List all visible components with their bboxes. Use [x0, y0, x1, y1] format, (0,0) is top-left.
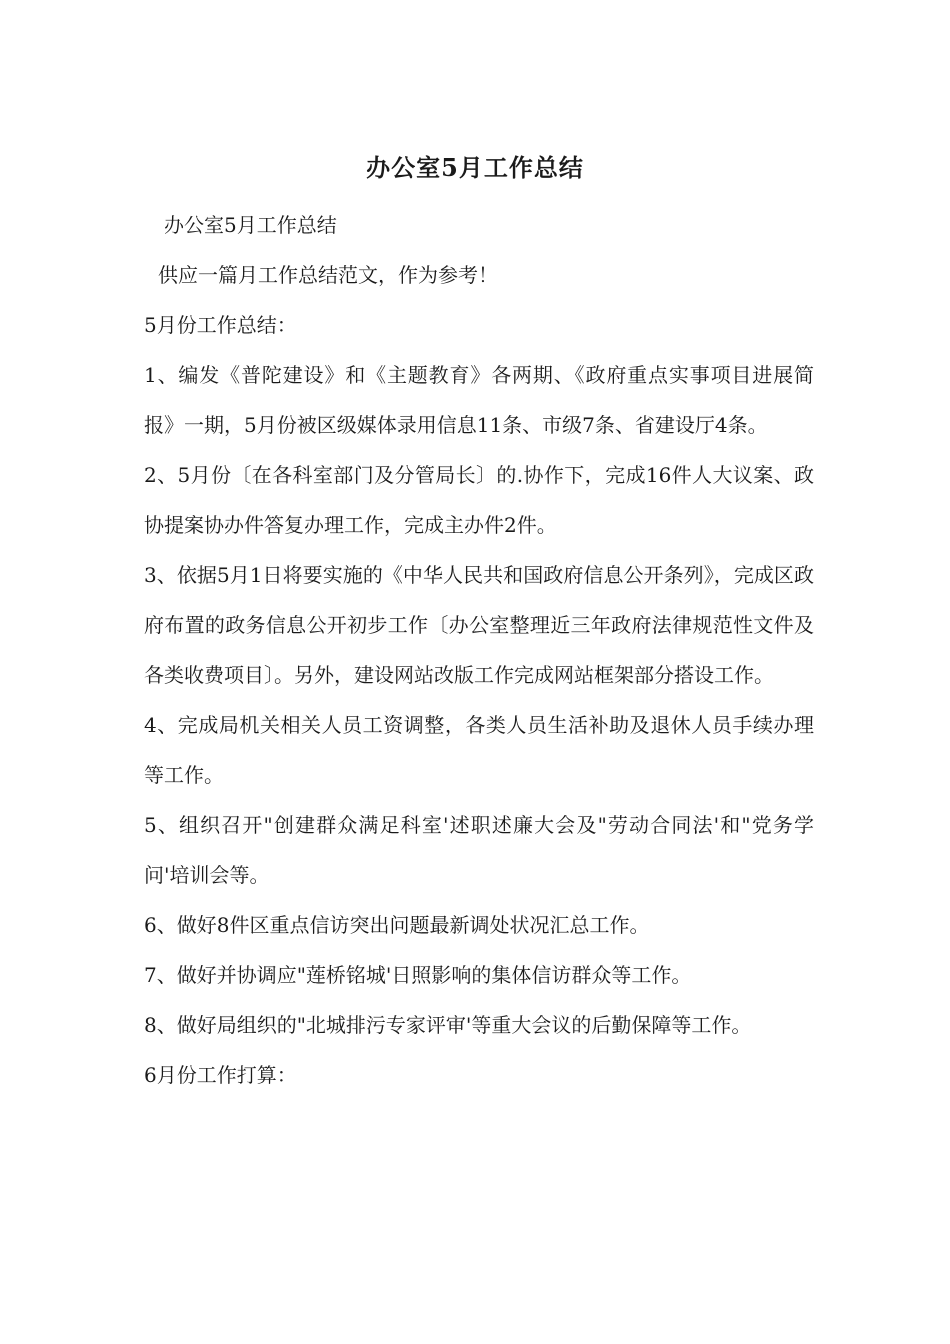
list-item: 7、做好并协调应"莲桥铭城'日照影响的集体信访群众等工作。	[144, 963, 692, 987]
list-item: 4、完成局机关相关人员工资调整，各类人员生活补助及退休人员手续办理等工作。	[144, 713, 814, 787]
document-subtitle: 办公室5月工作总结	[164, 213, 337, 237]
document-body	[144, 200, 814, 1100]
intro-paragraph: 供应一篇月工作总结范文，作为参考！	[158, 263, 498, 287]
list-item: 1、编发《普陀建设》和《主题教育》各两期、《政府重点实事项目进展简报》一期，5月份被区级媒体录用信息11条、市级7条、省建设厅4条。	[144, 363, 814, 437]
list-item: 8、做好局组织的"北城排污专家评审'等重大会议的后勤保障等工作。	[144, 1013, 752, 1037]
section-heading-may: 5月份工作总结：	[144, 313, 297, 337]
list-item: 3、依据5月1日将要实施的《中华人民共和国政府信息公开条列》，完成区政府布置的政务信息公开初步工作〔办公室整理近三年政府法律规范性文件及各类收费项目〕。另外，建设网站改版工作完成网站框架部分搭设工作。	[144, 563, 814, 687]
list-item: 2、5月份〔在各科室部门及分管局长〕的.协作下，完成16件人大议案、政协提案协办件答复办理工作，完成主办件2件。	[144, 463, 814, 537]
list-item: 5、组织召开"创建群众满足科室'述职述廉大会及"劳动合同法'和"党务学问'培训会等。	[144, 813, 814, 887]
document-title: 办公室5月工作总结	[366, 153, 584, 182]
section-heading-june: 6月份工作打算：	[144, 1063, 297, 1087]
list-item: 6、做好8件区重点信访突出问题最新调处状况汇总工作。	[144, 913, 650, 937]
